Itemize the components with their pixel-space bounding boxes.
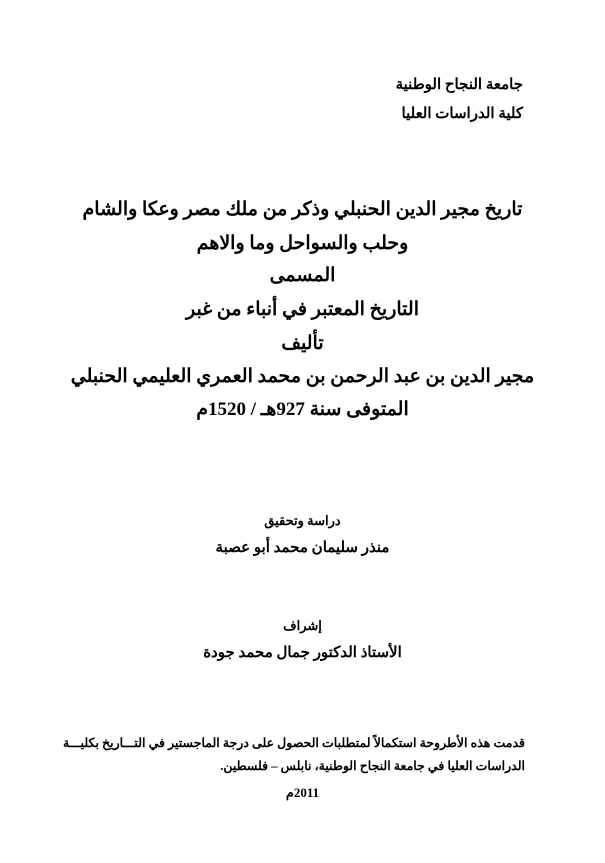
submission-line-2: الدراسات العليا في جامعة النجاح الوطنية، نابلس – فلسطين. (220, 759, 525, 773)
supervision-label: إشراف (283, 618, 322, 633)
university-name: جامعة النجاح الوطنية (395, 77, 523, 93)
submission-year: 2011م (285, 785, 320, 800)
study-author-name: منذر سليمان محمد أبو عصبة (215, 540, 390, 556)
authorship-label: تأليف (281, 333, 324, 354)
author-name: مجير الدين بن عبد الرحمن بن محمد العمري العليمي الحنبلي (70, 366, 535, 387)
death-date: المتوفى سنة 927هـ / 1520م (196, 399, 409, 420)
title-line-1: تاريخ مجير الدين الحنبلي وذكر من ملك مصر وعكا والشام (82, 199, 523, 220)
faculty-name: كلية الدراسات العليا (401, 106, 523, 122)
submission-statement (62, 732, 525, 778)
named-title: التاريخ المعتبر في أنباء من غبر (186, 299, 419, 320)
study-label: دراسة وتحقيق (264, 513, 341, 528)
named-label: المسمى (269, 265, 336, 286)
supervisor-name: الأستاذ الدكتور جمال محمد جودة (203, 645, 402, 661)
title-line-2: وحلب والسواحل وما والاهم (196, 233, 409, 254)
submission-line-1: قدمت هذه الأطروحة استكمالاً لمتطلبات الحصول على درجة الماجستير في التـــاريخ بكليـــة (62, 736, 525, 750)
